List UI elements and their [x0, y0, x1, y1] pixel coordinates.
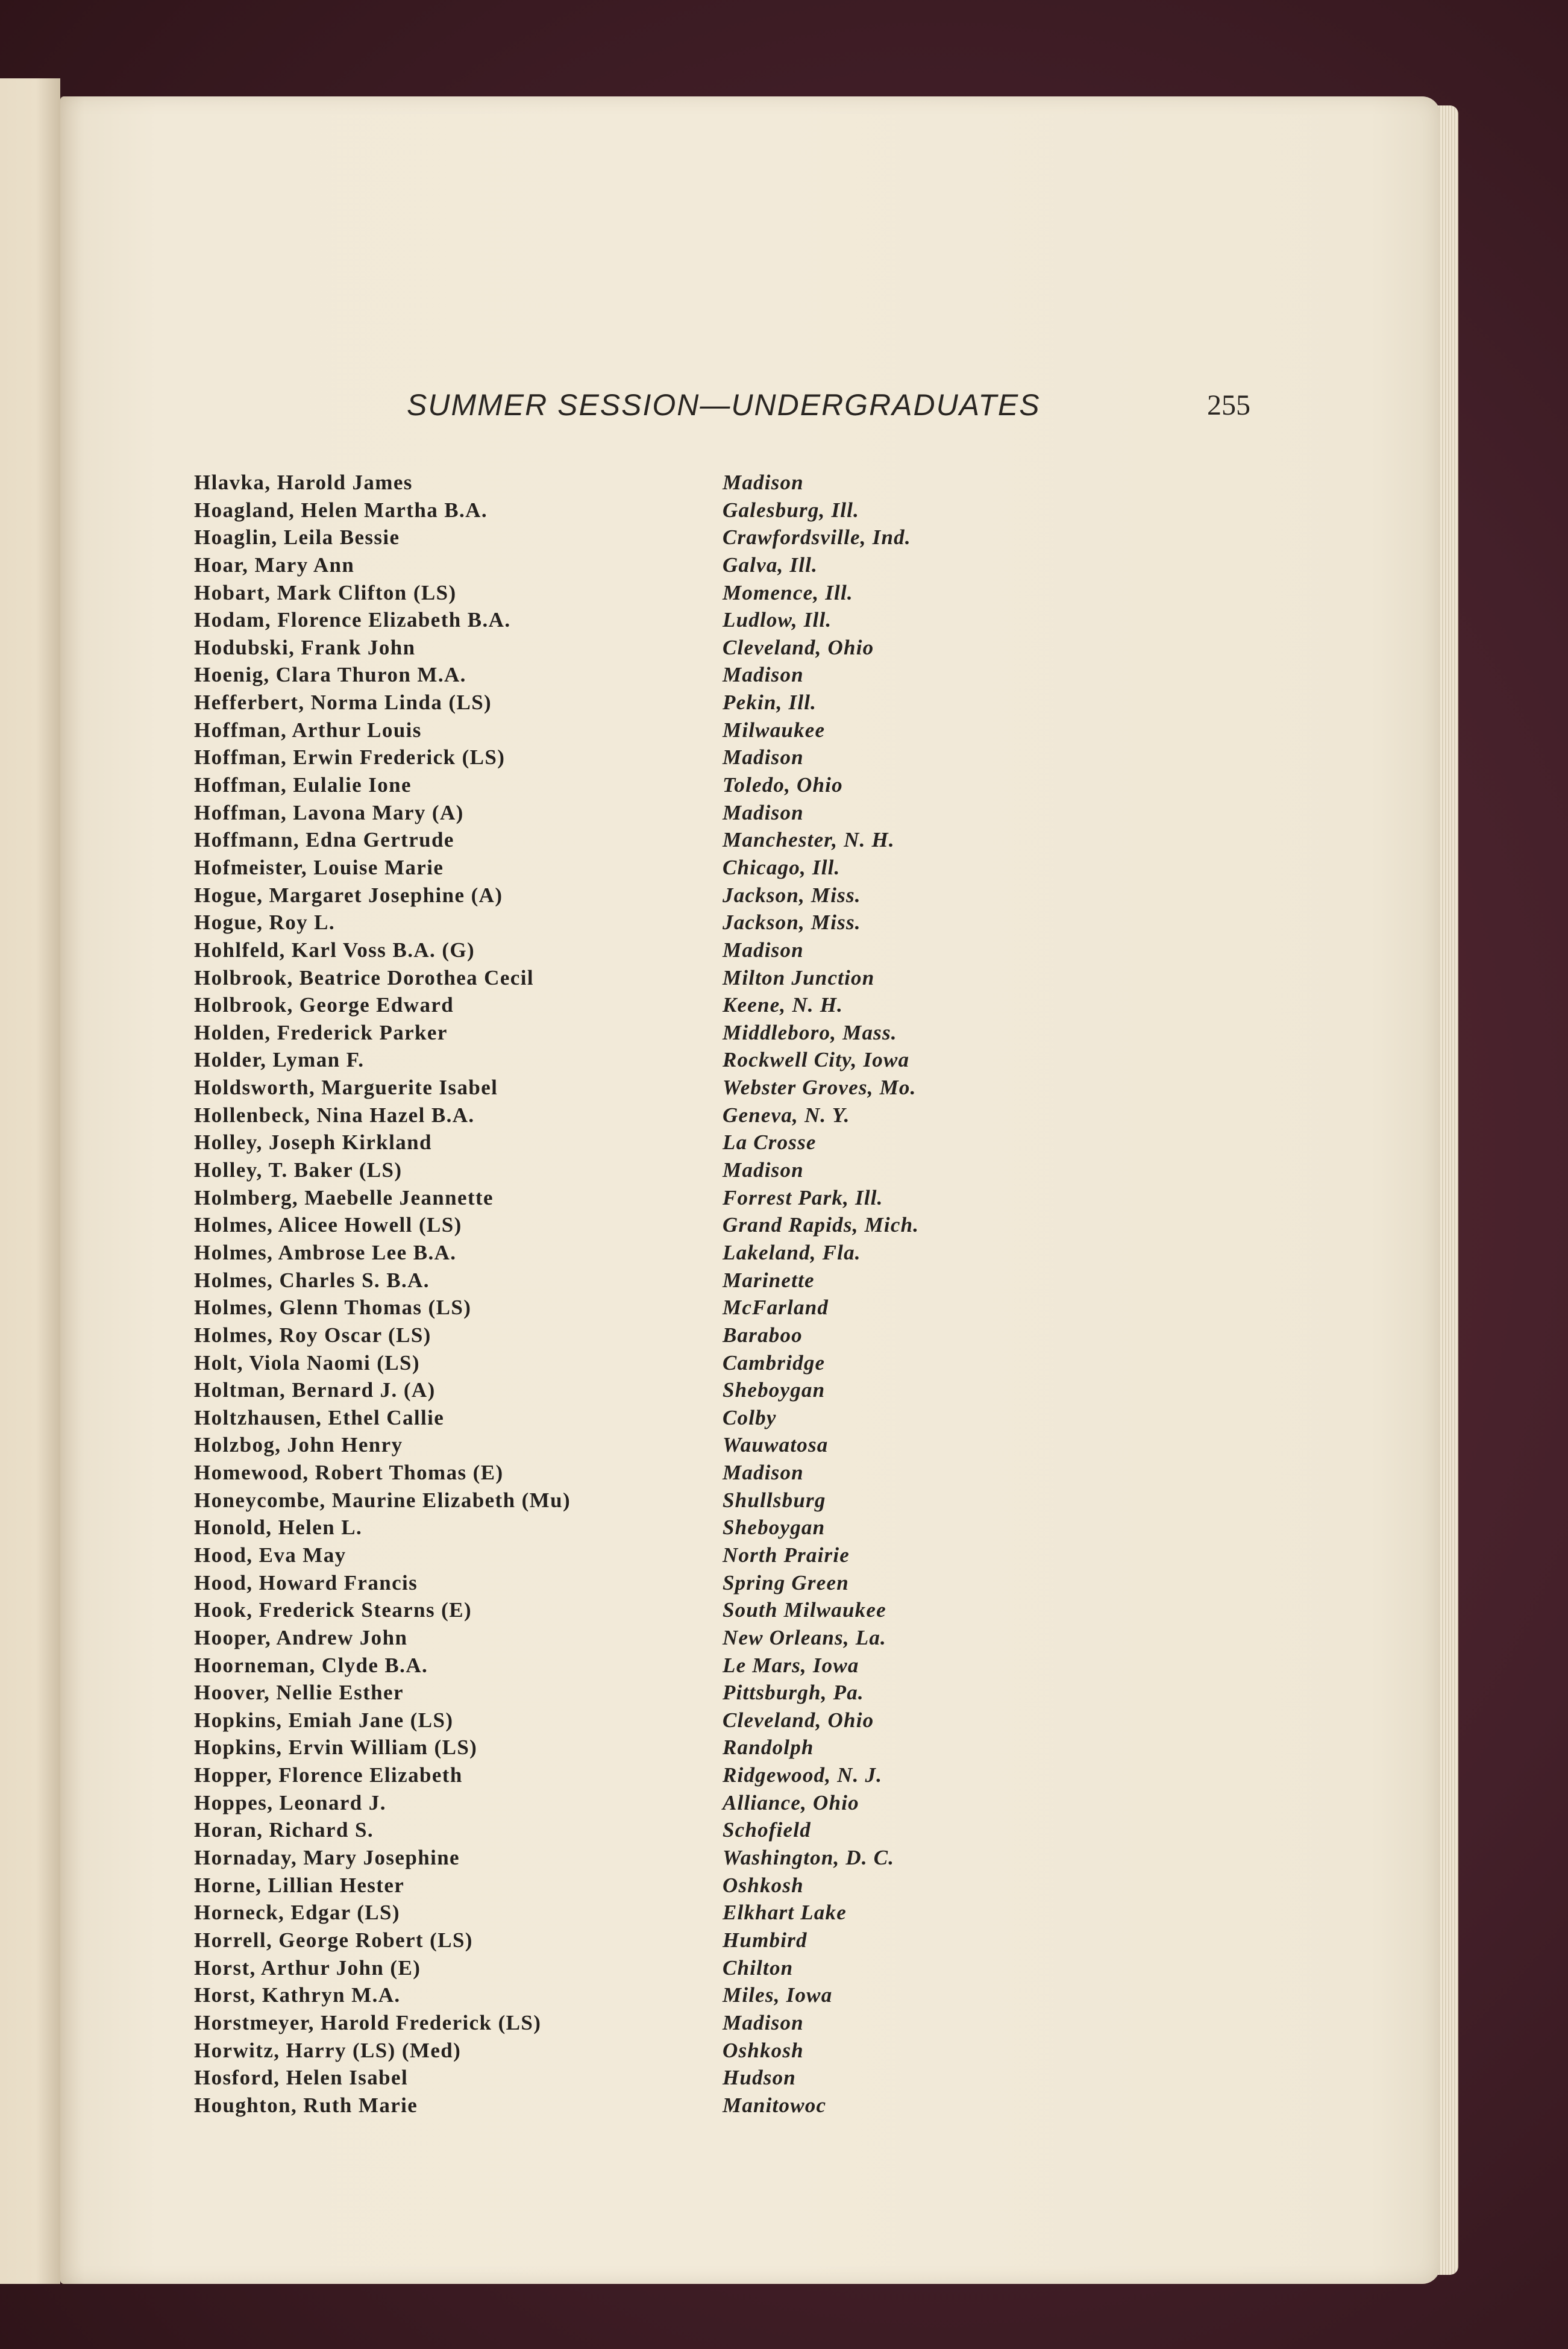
- roster-row: [194, 1349, 1038, 1377]
- student-hometown: Rockwell City, Iowa: [723, 1048, 910, 1072]
- student-name: Hooper, Andrew John: [194, 1625, 408, 1649]
- facing-page-shadow-text: [1, 575, 23, 601]
- student-name: Horst, Kathryn M.A.: [194, 1983, 401, 2007]
- student-hometown: Momence, Ill.: [723, 580, 853, 604]
- student-name: Hoffman, Arthur Louis: [194, 718, 422, 742]
- student-name: Hoagland, Helen Martha B.A.: [194, 498, 488, 522]
- student-hometown: Marinette: [723, 1268, 815, 1292]
- book-page: [60, 96, 1440, 2284]
- student-name: Horneck, Edgar (LS): [194, 1901, 400, 1925]
- student-name: Hollenbeck, Nina Hazel B.A.: [194, 1103, 475, 1127]
- roster-row: [194, 1294, 1038, 1322]
- roster-row: [194, 1652, 1038, 1679]
- student-hometown: Oshkosh: [723, 1873, 804, 1897]
- student-hometown: Keene, N. H.: [723, 993, 844, 1017]
- student-name: Holden, Frederick Parker: [194, 1020, 448, 1044]
- roster-row: [194, 2092, 1038, 2119]
- facing-page-shadow-text: [1, 1593, 23, 1619]
- facing-page-shadow-text: [1, 466, 23, 491]
- student-roster: [194, 469, 1038, 2119]
- student-hometown: Manchester, N. H.: [723, 828, 895, 852]
- student-hometown: Cleveland, Ohio: [723, 1708, 874, 1732]
- facing-page-shadow-text: [1, 768, 23, 794]
- facing-page-shadow-text: [1, 1676, 23, 1701]
- student-hometown: Madison: [723, 663, 804, 687]
- roster-row: [194, 1899, 1038, 1927]
- roster-row: [194, 1514, 1038, 1541]
- student-name: Hopkins, Emiah Jane (LS): [194, 1708, 454, 1732]
- student-name: Horst, Arthur John (E): [194, 1955, 421, 1980]
- facing-page-shadow-text: [1, 521, 23, 546]
- student-name: Hornaday, Mary Josephine: [194, 1846, 460, 1870]
- student-name: Holmes, Alicee Howell (LS): [194, 1213, 462, 1237]
- roster-row: [194, 717, 1038, 744]
- student-hometown: Madison: [723, 471, 804, 494]
- student-name: Hodam, Florence Elizabeth B.A.: [194, 608, 511, 632]
- roster-row: [194, 1404, 1038, 1432]
- roster-row: [194, 1019, 1038, 1047]
- facing-page-shadow-text: [1, 1704, 23, 1729]
- student-hometown: Baraboo: [723, 1323, 803, 1347]
- student-name: Holder, Lyman F.: [194, 1048, 365, 1072]
- student-name: Holtzhausen, Ethel Callie: [194, 1405, 445, 1429]
- student-hometown: Madison: [723, 1461, 804, 1485]
- facing-page-shadow-text: [1, 988, 23, 1014]
- student-name: Hoffman, Lavona Mary (A): [194, 800, 464, 824]
- student-hometown: Shullsburg: [723, 1488, 826, 1512]
- roster-row: [194, 1322, 1038, 1349]
- student-name: Hogue, Margaret Josephine (A): [194, 883, 503, 907]
- facing-page-shadow-text: [1, 631, 23, 656]
- roster-row: [194, 1074, 1038, 1102]
- student-name: Hoar, Mary Ann: [194, 553, 355, 577]
- facing-page-shadow-text: [1, 1456, 23, 1481]
- student-name: Horstmeyer, Harold Frederick (LS): [194, 2010, 542, 2034]
- roster-row: [194, 634, 1038, 662]
- student-name: Hoover, Nellie Esther: [194, 1681, 404, 1705]
- student-hometown: Alliance, Ohio: [723, 1790, 859, 1814]
- facing-page-shadow-text: [1, 741, 23, 766]
- student-name: Hofmeister, Louise Marie: [194, 855, 444, 879]
- student-name: Hoffman, Eulalie Ione: [194, 773, 412, 797]
- roster-row: [194, 2009, 1038, 2037]
- facing-page-shadow-text: [1, 1758, 23, 1784]
- student-name: Hohlfeld, Karl Voss B.A. (G): [194, 938, 475, 962]
- facing-page-shadow-text: [1, 1538, 23, 1564]
- facing-page-shadow-text: [1, 1621, 23, 1646]
- roster-row: [194, 854, 1038, 882]
- roster-row: [194, 991, 1038, 1019]
- student-hometown: New Orleans, La.: [723, 1625, 886, 1649]
- student-name: Homewood, Robert Thomas (E): [194, 1461, 504, 1485]
- student-name: Hood, Eva May: [194, 1543, 347, 1567]
- facing-page-shadow-text: [1, 1236, 23, 1261]
- facing-page-shadow-text: [1, 438, 23, 463]
- roster-row: [194, 1487, 1038, 1514]
- student-hometown: Madison: [723, 745, 804, 770]
- student-hometown: Cambridge: [723, 1350, 826, 1375]
- student-hometown: Galesburg, Ill.: [723, 498, 860, 522]
- student-name: Holbrook, Beatrice Dorothea Cecil: [194, 965, 534, 989]
- student-name: Holmberg, Maebelle Jeannette: [194, 1185, 494, 1209]
- facing-page-shadow-text: [1, 1291, 23, 1316]
- student-hometown: Washington, D. C.: [723, 1846, 895, 1870]
- student-hometown: Chilton: [723, 1955, 794, 1980]
- student-hometown: Toledo, Ohio: [723, 773, 843, 797]
- student-hometown: Forrest Park, Ill.: [723, 1185, 883, 1209]
- student-name: Horrell, George Robert (LS): [194, 1928, 473, 1952]
- facing-page-shadow-text: [1, 1484, 23, 1509]
- student-name: Holley, Joseph Kirkland: [194, 1131, 432, 1155]
- roster-row: [194, 1267, 1038, 1294]
- roster-row: [194, 661, 1038, 689]
- student-hometown: Jackson, Miss.: [723, 883, 861, 907]
- student-name: Hook, Frederick Stearns (E): [194, 1598, 472, 1622]
- student-name: Hoffman, Erwin Frederick (LS): [194, 745, 506, 770]
- roster-row: [194, 799, 1038, 827]
- student-name: Holbrook, George Edward: [194, 993, 454, 1017]
- facing-page-shadow-text: [1, 713, 23, 738]
- facing-page-shadow-text: [1, 1786, 23, 1811]
- facing-page-shadow-text: [1, 1841, 23, 1866]
- student-hometown: Schofield: [723, 1818, 811, 1842]
- student-name: Hoffmann, Edna Gertrude: [194, 828, 454, 852]
- student-name: Holmes, Charles S. B.A.: [194, 1268, 430, 1292]
- facing-page-shadow-text: [1, 851, 23, 876]
- student-name: Hlavka, Harold James: [194, 471, 413, 494]
- roster-row: [194, 1789, 1038, 1817]
- facing-page-shadow-text: [1, 548, 23, 574]
- student-name: Hopper, Florence Elizabeth: [194, 1763, 463, 1787]
- student-hometown: Le Mars, Iowa: [723, 1653, 859, 1677]
- student-name: Hosford, Helen Isabel: [194, 2066, 409, 2090]
- student-name: Holley, T. Baker (LS): [194, 1158, 403, 1182]
- facing-page-shadow-text: [1, 1263, 23, 1288]
- student-hometown: Ridgewood, N. J.: [723, 1763, 883, 1787]
- student-hometown: Madison: [723, 800, 804, 824]
- student-hometown: Sheboygan: [723, 1378, 826, 1402]
- student-name: Holmes, Roy Oscar (LS): [194, 1323, 431, 1347]
- facing-page-shadow-text: [1, 383, 23, 409]
- roster-row: [194, 1129, 1038, 1156]
- student-name: Hoppes, Leonard J.: [194, 1790, 386, 1814]
- facing-page-shadow-text: [1, 1566, 23, 1592]
- facing-page-shadow-text: [1, 795, 23, 821]
- facing-page-shadow-text: [1, 1181, 23, 1206]
- facing-page-shadow-text: [1, 1401, 23, 1426]
- roster-row: [194, 524, 1038, 551]
- roster-row: [194, 497, 1038, 524]
- roster-row: [194, 1376, 1038, 1404]
- student-hometown: Miles, Iowa: [723, 1983, 833, 2007]
- roster-row: [194, 1707, 1038, 1734]
- student-name: Hopkins, Ervin William (LS): [194, 1736, 478, 1760]
- facing-page-shadow-text: [1, 1373, 23, 1399]
- facing-page-edge: [0, 78, 60, 2284]
- student-hometown: Spring Green: [723, 1570, 849, 1595]
- facing-page-shadow-text: [1, 1428, 23, 1454]
- roster-row: [194, 882, 1038, 909]
- roster-row: [194, 1211, 1038, 1239]
- roster-row: [194, 771, 1038, 799]
- facing-page-shadow-text: [1, 1731, 23, 1757]
- roster-row: [194, 744, 1038, 771]
- student-name: Horne, Lillian Hester: [194, 1873, 405, 1897]
- student-hometown: Jackson, Miss.: [723, 911, 861, 935]
- student-hometown: Milton Junction: [723, 965, 875, 989]
- facing-page-shadow-text: [1, 1869, 23, 1894]
- student-name: Honeycombe, Maurine Elizabeth (Mu): [194, 1488, 571, 1512]
- student-hometown: Randolph: [723, 1736, 814, 1760]
- student-name: Hobart, Mark Clifton (LS): [194, 580, 457, 604]
- roster-row: [194, 1184, 1038, 1212]
- student-hometown: Cleveland, Ohio: [723, 635, 874, 659]
- student-hometown: Humbird: [723, 1928, 808, 1952]
- running-head: SUMMER SESSION—UNDERGRADUATES: [407, 388, 1041, 422]
- facing-page-shadow-text: [1, 356, 23, 381]
- student-name: Holt, Viola Naomi (LS): [194, 1350, 420, 1375]
- facing-page-shadow-text: [1, 1208, 23, 1234]
- student-hometown: North Prairie: [723, 1543, 850, 1567]
- roster-row: [194, 469, 1038, 497]
- student-hometown: Hudson: [723, 2066, 796, 2090]
- student-hometown: Middleboro, Mass.: [723, 1020, 897, 1044]
- facing-page-shadow-text: [1, 1071, 23, 1096]
- student-hometown: Madison: [723, 2010, 804, 2034]
- student-name: Hood, Howard Francis: [194, 1570, 418, 1595]
- student-name: Holtman, Bernard J. (A): [194, 1378, 436, 1402]
- facing-page-shadow-text: [1, 933, 23, 959]
- student-name: Horan, Richard S.: [194, 1818, 374, 1842]
- student-name: Hodubski, Frank John: [194, 635, 416, 659]
- facing-page-shadow-text: [1, 1153, 23, 1179]
- roster-row: [194, 551, 1038, 579]
- facing-page-shadow-text: [1, 1016, 23, 1041]
- roster-row: [194, 689, 1038, 717]
- student-name: Hoenig, Clara Thuron M.A.: [194, 663, 466, 687]
- roster-row: [194, 1816, 1038, 1844]
- facing-page-shadow-text: [1, 658, 23, 683]
- roster-row: [194, 1624, 1038, 1652]
- student-hometown: Pittsburgh, Pa.: [723, 1681, 864, 1705]
- roster-row: [194, 1596, 1038, 1624]
- facing-page-shadow-text: [1, 906, 23, 931]
- student-hometown: Colby: [723, 1405, 777, 1429]
- roster-row: [194, 826, 1038, 854]
- roster-row: [194, 1981, 1038, 2009]
- roster-row: [194, 1541, 1038, 1569]
- student-hometown: Sheboygan: [723, 1516, 826, 1540]
- facing-page-shadow-text: [1, 1813, 23, 1839]
- roster-row: [194, 964, 1038, 992]
- student-hometown: South Milwaukee: [723, 1598, 886, 1622]
- student-hometown: Milwaukee: [723, 718, 826, 742]
- roster-row: [194, 1872, 1038, 1899]
- student-hometown: La Crosse: [723, 1131, 817, 1155]
- student-name: Hefferbert, Norma Linda (LS): [194, 691, 492, 715]
- facing-page-shadow-text: [1, 1511, 23, 1536]
- student-hometown: Ludlow, Ill.: [723, 608, 832, 632]
- student-hometown: Madison: [723, 1158, 804, 1182]
- roster-row: [194, 1954, 1038, 1982]
- student-name: Holmes, Ambrose Lee B.A.: [194, 1240, 457, 1264]
- facing-page-shadow-text: [1, 878, 23, 903]
- roster-row: [194, 2037, 1038, 2065]
- student-name: Houghton, Ruth Marie: [194, 2093, 418, 2117]
- student-hometown: McFarland: [723, 1296, 829, 1320]
- student-hometown: Galva, Ill.: [723, 553, 818, 577]
- roster-row: [194, 606, 1038, 634]
- student-hometown: Crawfordsville, Ind.: [723, 525, 911, 550]
- roster-row: [194, 1761, 1038, 1789]
- facing-page-shadow-text: [1, 1099, 23, 1124]
- roster-row: [194, 579, 1038, 607]
- student-name: Horwitz, Harry (LS) (Med): [194, 2038, 462, 2062]
- student-hometown: Elkhart Lake: [723, 1901, 847, 1925]
- facing-page-shadow-text: [1, 961, 23, 986]
- roster-row: [194, 936, 1038, 964]
- roster-row: [194, 1431, 1038, 1459]
- roster-row: [194, 909, 1038, 936]
- student-name: Holdsworth, Marguerite Isabel: [194, 1076, 498, 1100]
- student-name: Hoorneman, Clyde B.A.: [194, 1653, 428, 1677]
- student-name: Hogue, Roy L.: [194, 911, 336, 935]
- student-hometown: Webster Groves, Mo.: [723, 1076, 917, 1100]
- student-hometown: Manitowoc: [723, 2093, 827, 2117]
- roster-row: [194, 1927, 1038, 1954]
- roster-row: [194, 2064, 1038, 2092]
- roster-row: [194, 1156, 1038, 1184]
- student-name: Holzbog, John Henry: [194, 1433, 403, 1457]
- student-hometown: Wauwatosa: [723, 1433, 829, 1457]
- roster-row: [194, 1734, 1038, 1761]
- facing-page-shadow-text: [1, 1043, 23, 1068]
- student-name: Hoaglin, Leila Bessie: [194, 525, 400, 550]
- student-name: Holmes, Glenn Thomas (LS): [194, 1296, 472, 1320]
- student-hometown: Oshkosh: [723, 2038, 804, 2062]
- page-header: [60, 387, 1440, 430]
- facing-page-shadow-text: [1, 686, 23, 711]
- student-hometown: Pekin, Ill.: [723, 691, 817, 715]
- facing-page-shadow-text: [1, 603, 23, 629]
- roster-row: [194, 1679, 1038, 1707]
- student-hometown: Madison: [723, 938, 804, 962]
- student-hometown: Lakeland, Fla.: [723, 1240, 861, 1264]
- facing-page-shadow-text: [1, 823, 23, 848]
- facing-page-shadow-text: [1, 1319, 23, 1344]
- student-name: Honold, Helen L.: [194, 1516, 363, 1540]
- page-number: 255: [1207, 389, 1250, 421]
- facing-page-shadow-text: [1, 1649, 23, 1674]
- student-hometown: Grand Rapids, Mich.: [723, 1213, 920, 1237]
- facing-page-shadow-text: [1, 1346, 23, 1371]
- facing-page-shadow-text: [1, 1126, 23, 1151]
- roster-row: [194, 1844, 1038, 1872]
- roster-row: [194, 1459, 1038, 1487]
- student-hometown: Geneva, N. Y.: [723, 1103, 850, 1127]
- roster-row: [194, 1046, 1038, 1074]
- facing-page-shadow-text: [1, 493, 23, 518]
- facing-page-shadow-text: [1, 410, 23, 436]
- roster-row: [194, 1239, 1038, 1267]
- roster-row: [194, 1102, 1038, 1129]
- roster-row: [194, 1569, 1038, 1597]
- student-hometown: Chicago, Ill.: [723, 855, 841, 879]
